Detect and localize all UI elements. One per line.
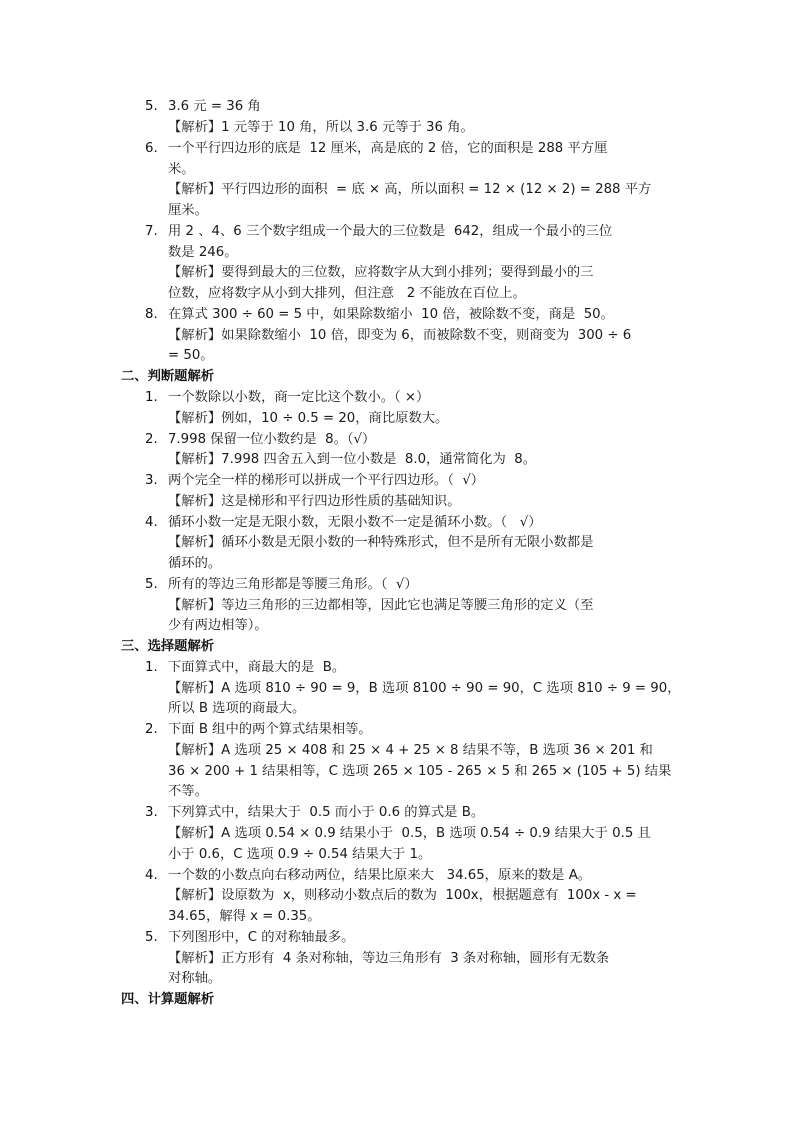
analysis-text: 位数，应将数字从小到大排列，但注意 2 不能放在百位上。	[168, 286, 526, 301]
item-number: 8.	[145, 307, 158, 322]
analysis-text: 【解析】设原数为 x，则移动小数点后的数为 100x，根据题意有 100x - x =	[168, 888, 637, 903]
item-number: 5.	[145, 930, 158, 945]
analysis-text: 【解析】例如，10 ÷ 0.5 = 20，商比原数大。	[168, 411, 449, 426]
analysis-text: 所以 B 选项的商最大。	[168, 701, 306, 716]
analysis-text: 不等。	[168, 784, 208, 799]
analysis-text: 【解析】7.998 四舍五入到一位小数是 8.0，通常简化为 8。	[168, 452, 537, 467]
section-title-calculation: 四、计算题解析	[121, 992, 215, 1007]
analysis-text: 【解析】要得到最大的三位数，应将数字从大到小排列；要得到最小的三	[168, 265, 594, 280]
item-number: 1.	[145, 660, 158, 675]
analysis-text: 【解析】正方形有 4 条对称轴，等边三角形有 3 条对称轴，圆形有无数条	[168, 951, 610, 966]
question-text: 循环小数一定是无限小数，无限小数不一定是循环小数。（ √）	[168, 515, 542, 530]
question-text: 米。	[168, 162, 195, 177]
question-text: 数是 246。	[168, 245, 238, 260]
analysis-text: 循环的。	[168, 556, 222, 571]
analysis-text: = 50。	[168, 348, 214, 363]
question-text: 7.998 保留一位小数约是 8。（√）	[168, 432, 376, 447]
analysis-text: 【解析】A 选项 810 ÷ 90 = 9，B 选项 8100 ÷ 90 = 90，C 选项 810 ÷ 9 = 90，	[168, 681, 681, 696]
item-number: 3.	[145, 805, 158, 820]
item-number: 5.	[145, 577, 158, 592]
item-number: 3.	[145, 473, 158, 488]
analysis-text: 小于 0.6，C 选项 0.9 ÷ 0.54 结果大于 1。	[168, 847, 432, 862]
analysis-text: 34.65，解得 x = 0.35。	[168, 909, 321, 924]
question-text: 用 2 、4、6 三个数字组成一个最大的三位数是 642，组成一个最小的三位	[168, 224, 613, 239]
analysis-text: 【解析】这是梯形和平行四边形性质的基础知识。	[168, 494, 461, 509]
section-title-choice: 三、选择题解析	[121, 639, 215, 654]
analysis-text: 少有两边相等）。	[168, 618, 268, 633]
item-number: 7.	[145, 224, 158, 239]
analysis-text: 【解析】A 选项 0.54 × 0.9 结果小于 0.5，B 选项 0.54 ÷ 0.9 结果大于 0.5 且	[168, 826, 651, 841]
question-text: 两个完全一样的梯形可以拼成一个平行四边形。（ √）	[168, 473, 485, 488]
question-text: 下面算式中，商最大的是 B。	[168, 660, 346, 675]
question-text: 一个平行四边形的底是 12 厘米，高是底的 2 倍，它的面积是 288 平方厘	[168, 141, 608, 156]
analysis-text: 【解析】A 选项 25 × 408 和 25 × 4 + 25 × 8 结果不等，B 选项 36 × 201 和	[168, 743, 653, 758]
question-text: 3.6 元 = 36 角	[168, 99, 261, 114]
analysis-text: 【解析】循环小数是无限小数的一种特殊形式，但不是所有无限小数都是	[168, 535, 594, 550]
item-number: 2.	[145, 722, 158, 737]
analysis-text: 36 × 200 + 1 结果相等，C 选项 265 × 105 - 265 × 5 和 265 × (105 + 5) 结果	[168, 764, 672, 779]
section-title-judgment: 二、判断题解析	[121, 369, 215, 384]
analysis-text: 【解析】1 元等于 10 角，所以 3.6 元等于 36 角。	[168, 120, 474, 135]
question-text: 下列图形中，C 的对称轴最多。	[168, 930, 355, 945]
question-text: 一个数的小数点向右移动两位，结果比原来大 34.65，原来的数是 A。	[168, 868, 592, 883]
analysis-text: 厘米。	[168, 203, 208, 218]
question-text: 一个数除以小数，商一定比这个数小。（ ×）	[168, 390, 430, 405]
question-text: 下列算式中，结果大于 0.5 而小于 0.6 的算式是 B。	[168, 805, 485, 820]
item-number: 5.	[145, 99, 158, 114]
analysis-text: 【解析】平行四边形的面积 = 底 × 高，所以面积 = 12 × (12 × 2) = 288 平方	[168, 182, 652, 197]
item-number: 4.	[145, 515, 158, 530]
question-text: 下面 B 组中的两个算式结果相等。	[168, 722, 372, 737]
item-number: 2.	[145, 432, 158, 447]
analysis-text: 对称轴。	[168, 971, 222, 986]
analysis-text: 【解析】如果除数缩小 10 倍，即变为 6，而被除数不变，则商变为 300 ÷ 6	[168, 328, 632, 343]
question-text: 在算式 300 ÷ 60 = 5 中，如果除数缩小 10 倍，被除数不变，商是 50。	[168, 307, 614, 322]
item-number: 1.	[145, 390, 158, 405]
item-number: 6.	[145, 141, 158, 156]
question-text: 所有的等边三角形都是等腰三角形。（ √）	[168, 577, 418, 592]
analysis-text: 【解析】等边三角形的三边都相等，因此它也满足等腰三角形的定义（至	[168, 598, 594, 613]
item-number: 4.	[145, 868, 158, 883]
